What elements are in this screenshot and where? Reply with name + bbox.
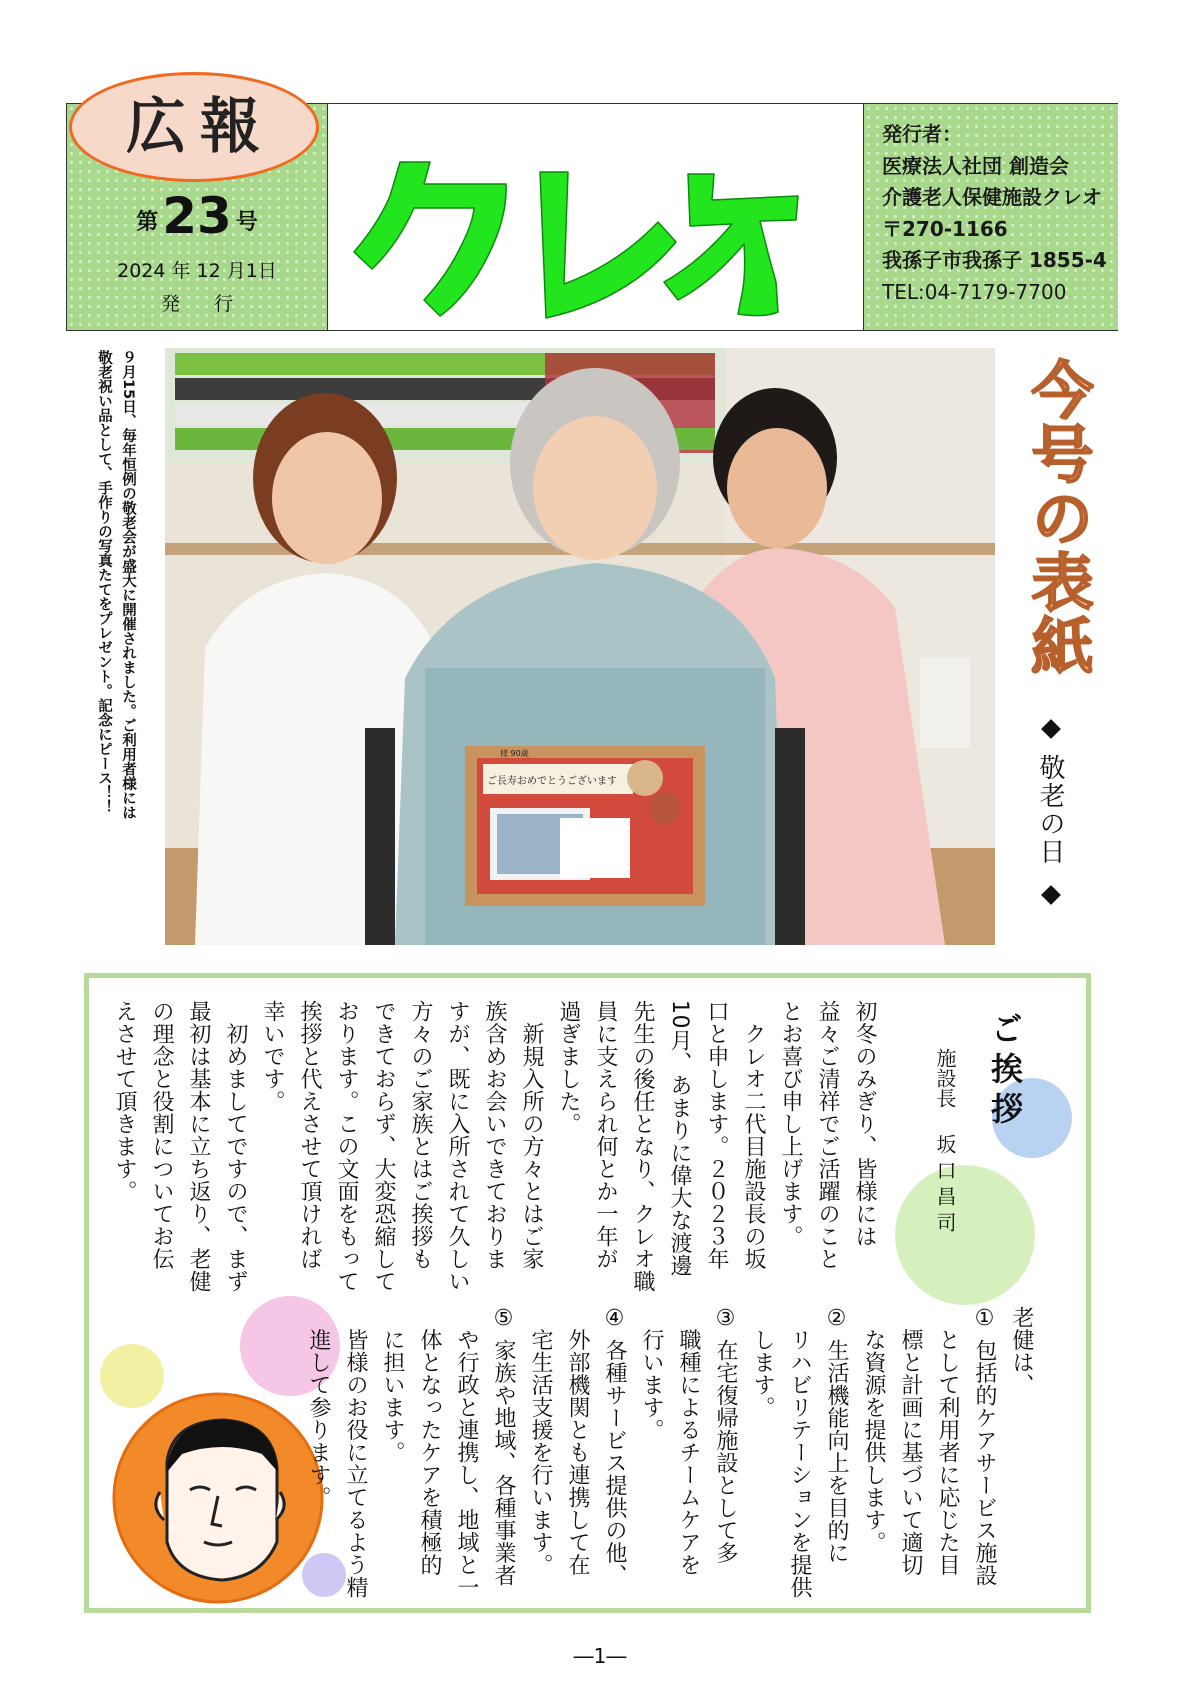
masthead (66, 92, 1118, 331)
diamond-icon (1041, 719, 1061, 739)
frame-small-text: 様 90歳 (500, 749, 529, 758)
issue-number-line (67, 187, 327, 248)
policy-line: や行政と連携し、地域と一 (454, 1306, 479, 1599)
greeting-line: えさせて頂きます。 (112, 1000, 137, 1203)
gift-photo-frame (465, 746, 705, 906)
issue-number: 23 (162, 187, 232, 245)
policy-line: リハビリテーションを提供 (787, 1306, 812, 1599)
greeting-line: 口と申します。２０２３年 (704, 1000, 729, 1270)
policy-list (306, 1306, 1040, 1606)
publisher-address: 我孫子市我孫子 1855-4 (882, 248, 1107, 272)
policy-line: 標と計画に基づいて適切 (898, 1306, 923, 1576)
photo-caption-line-2: 敬老祝い品として、手作りの写真たてをプレゼント。記念にピース！！ (96, 350, 112, 814)
creo-logo (328, 104, 863, 329)
policy-line: ④ 各種サービス提供の他、 (602, 1306, 627, 1587)
greeting-line: 益々ご清祥でご活躍のこと (815, 1000, 840, 1270)
logo-panel (328, 104, 863, 330)
greeting-line: 10月、あまりに偉大な渡邊 (667, 1000, 692, 1277)
greeting-line: 最初は基本に立ち返り、老健 (186, 1000, 211, 1293)
diamond-icon (1041, 885, 1061, 905)
greeting-line: の理念と役割についてお伝 (149, 1000, 174, 1270)
kouhou-label: 広報 (126, 92, 274, 162)
policy-line: します。 (750, 1306, 775, 1419)
greeting-line: とお喜び申し上げます。 (778, 1000, 803, 1248)
greeting-line: できておらず、大変恐縮して (371, 1000, 396, 1293)
greeting-line: クレオ二代目施設長の坂 (741, 1000, 766, 1270)
author-role: 施設長 (933, 1048, 957, 1108)
policy-line: に担います。 (380, 1306, 405, 1464)
frame-banner: ご長寿おめでとうございます (487, 776, 617, 787)
greeting-line: 員に支えられ何とか一年が (593, 1000, 618, 1270)
greeting-line: 族含めお会いできておりま (482, 1000, 507, 1270)
issue-prefix: 第 (136, 210, 159, 235)
greeting-line: 幸いです。 (260, 1000, 285, 1113)
greeting-line: 方々のご家族とはご挨拶も (408, 1000, 433, 1270)
cover-subtitle-block (1022, 712, 1092, 912)
issue-panel (67, 92, 328, 330)
author-name: 坂口昌司 (933, 1134, 957, 1238)
kouhou-badge (69, 72, 319, 182)
greeting-body (112, 1000, 883, 1330)
policy-line: 外部機関とも連携して在 (565, 1306, 590, 1576)
author-portrait-illustration (112, 1392, 324, 1604)
decor-circle-green (895, 1165, 1035, 1305)
policy-line: 職種によるチームケアを (676, 1306, 701, 1576)
issue-date: 2024 年 12 月1日 (117, 260, 277, 282)
publisher-tel: TEL:04-7179-7700 (882, 279, 1067, 304)
policy-line: 皆様のお役に立てるよう精 (343, 1306, 368, 1599)
issue-hakkou: 発行 (160, 293, 267, 315)
policy-line: ② 生活機能向上を目的に (824, 1306, 849, 1564)
photo-caption-line-1: ９月15日、毎年恒例の敬老会が盛大に開催されました。ご利用者様には (120, 350, 136, 820)
greeting-author (930, 1048, 960, 1238)
cover-subtitle: 敬老の日 (1035, 754, 1065, 866)
page-number: ―1― (573, 1644, 627, 1668)
greeting-line: 過ぎました。 (556, 1000, 581, 1135)
cover-photo-image (165, 348, 995, 945)
policy-line: として利用者に応じた目 (935, 1306, 960, 1576)
policy-line: ⑤ 家族や地域、各種事業者 (491, 1306, 516, 1587)
publisher-postal: 〒270-1166 (882, 216, 1008, 241)
greeting-line: 新規入所の方々とはご家 (519, 1000, 544, 1270)
cover-photo (165, 348, 995, 945)
issue-suffix: 号 (235, 210, 258, 235)
greeting-line: 初冬のみぎり、皆様には (852, 1000, 877, 1248)
policy-line: 行います。 (639, 1306, 664, 1441)
publisher-label: 発行者： (882, 122, 962, 146)
greeting-line: おります。この文面をもって (334, 1000, 359, 1293)
greeting-line: 挨拶と代えさせて頂ければ (297, 1000, 322, 1270)
cover-title: 今号の表紙 (1021, 358, 1094, 678)
policy-line: 宅生活支援を行います。 (528, 1306, 553, 1576)
policy-line: 体となったケアを積極的 (417, 1306, 442, 1576)
publisher-corp: 医療法人社団 創造会 (882, 153, 1069, 178)
greeting-line: すが、既に入所されて久しい (445, 1000, 470, 1293)
policy-line: 進して参ります。 (306, 1306, 331, 1509)
greeting-line: 初めましてですので、まず (223, 1000, 248, 1293)
publisher-facility: 介護老人保健施設クレオ (882, 185, 1102, 209)
greeting-title: ご挨拶 (986, 1012, 1024, 1132)
policy-line: ① 包括的ケアサービス施設 (972, 1306, 997, 1587)
policy-line: ③ 在宅復帰施設として多 (713, 1306, 738, 1564)
policy-line: な資源を提供します。 (861, 1306, 886, 1554)
photo-caption (88, 350, 140, 950)
policy-line: 老健は、 (1009, 1306, 1034, 1396)
publisher-panel (863, 104, 1118, 330)
greeting-line: 先生の後任となり、クレオ職 (630, 1000, 655, 1293)
